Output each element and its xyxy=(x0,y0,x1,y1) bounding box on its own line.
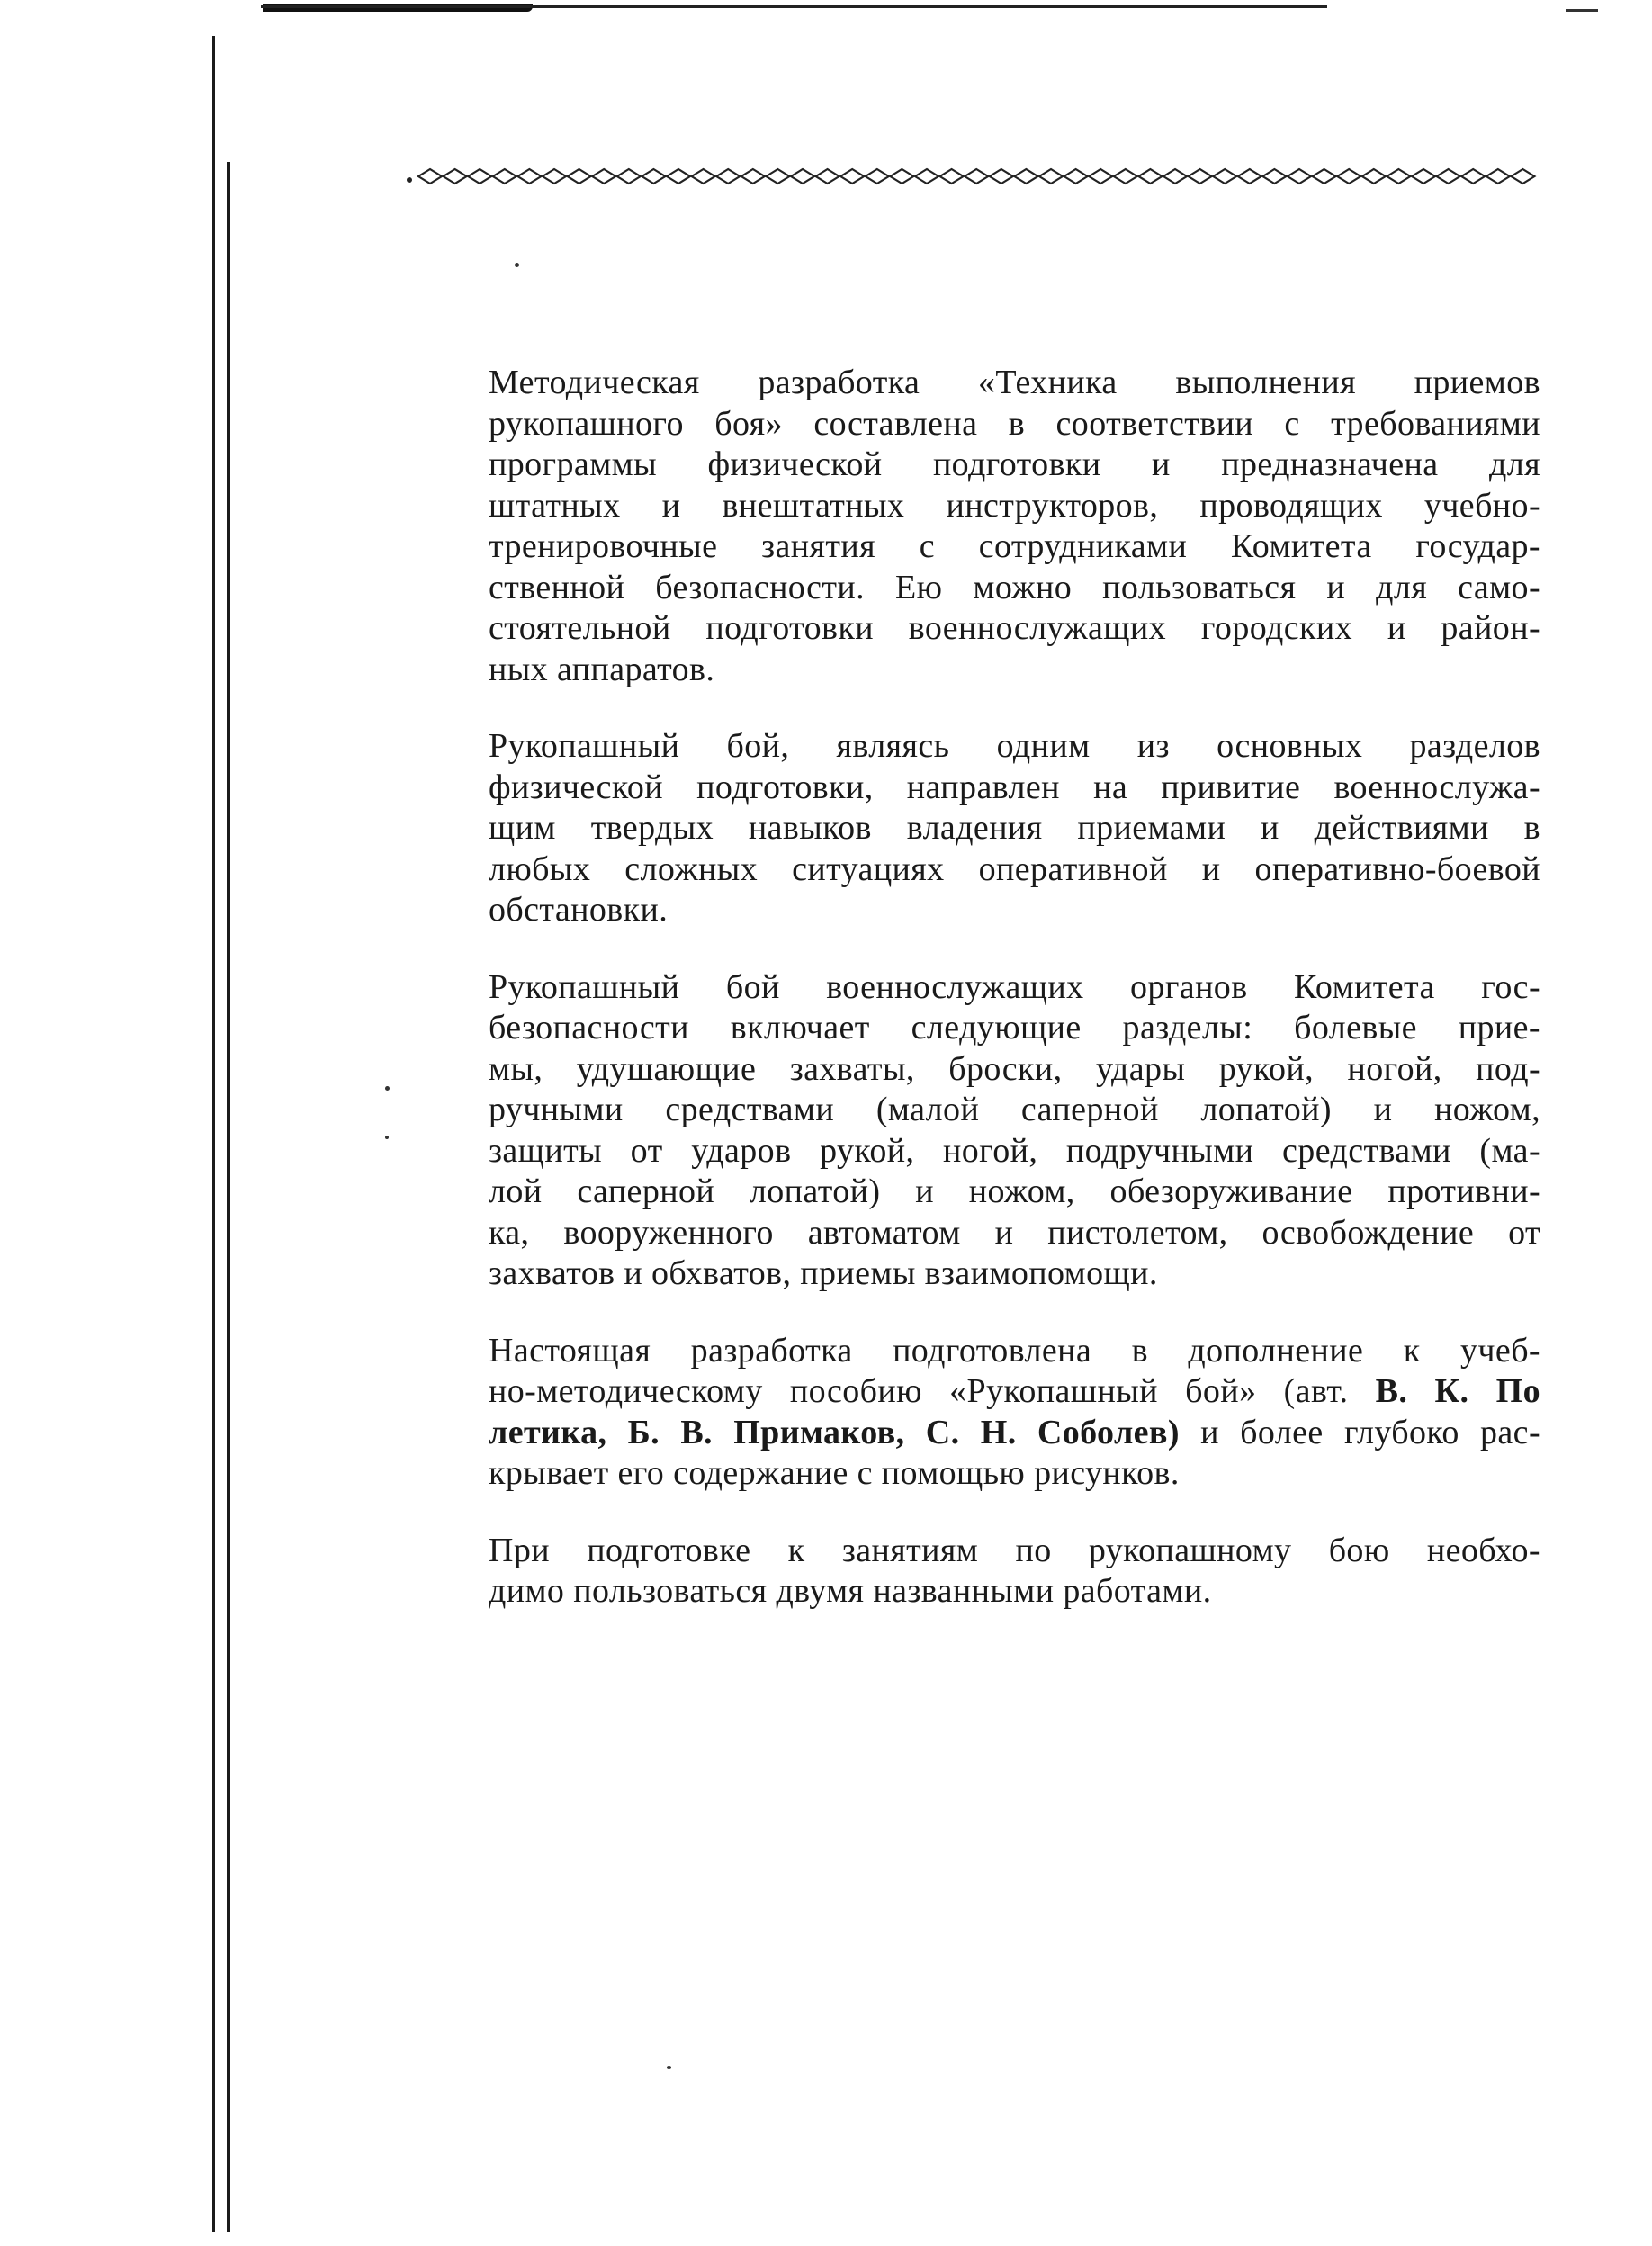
ornament-diamond xyxy=(1461,169,1485,184)
ornament-diamond xyxy=(1138,169,1162,184)
text-line: тренировочные занятия с сотрудниками Комитета государ- xyxy=(489,527,1540,565)
ornament-diamond xyxy=(1511,169,1534,184)
ornament-diamond xyxy=(915,169,938,184)
ornament-diamond xyxy=(1238,169,1261,184)
text-line: программы физической подготовки и предназначена для xyxy=(489,445,1540,483)
ornament-diamond xyxy=(667,169,690,184)
text-line: безопасности включает следующие разделы: болевые прие- xyxy=(489,1009,1540,1047)
ornament-diamond xyxy=(617,169,641,184)
scan-speck xyxy=(515,263,519,267)
ornament-diamond xyxy=(1387,169,1410,184)
scan-speck xyxy=(667,2066,671,2069)
author-names-bold: летика, Б. В. Примаков, С. Н. Соболев) xyxy=(489,1413,1180,1451)
text-line: рукопашного боя» составлена в соответствии с требованиями xyxy=(489,404,1540,443)
ornament-diamond xyxy=(1362,169,1386,184)
ornament-diamond xyxy=(1014,169,1037,184)
text-line: физической подготовки, направлен на привитие военнослужа- xyxy=(489,768,1540,806)
author-names-bold: В. К. По xyxy=(1375,1372,1540,1410)
binding-edge-line xyxy=(212,36,215,2232)
ornament-diamond xyxy=(642,169,665,184)
ornament-diamond xyxy=(1039,169,1063,184)
text-line xyxy=(421,1453,1540,1495)
ornament-diamond xyxy=(692,169,715,184)
ornament-diamond xyxy=(543,169,566,184)
ornament-diamond xyxy=(1288,169,1311,184)
ornament-diamond xyxy=(791,169,814,184)
ornament-diamond xyxy=(866,169,889,184)
text-line: защиты от ударов рукой, ногой, подручными средствами (ма- xyxy=(489,1131,1540,1170)
scan-top-edge-line xyxy=(261,5,1327,8)
paragraph-1 xyxy=(421,363,1540,690)
paragraph-2 xyxy=(421,726,1540,931)
ornament-diamond xyxy=(890,169,913,184)
ornament-diamond xyxy=(1064,169,1088,184)
preface-text xyxy=(421,363,1540,1649)
ornament-diamond xyxy=(418,169,442,184)
ornament-diamond xyxy=(1163,169,1187,184)
ornament-divider xyxy=(401,158,1562,194)
text-line: Методическая разработка «Техника выполнения приемов xyxy=(489,364,1540,401)
ornament-diamond xyxy=(965,169,988,184)
text-line xyxy=(421,1371,1540,1413)
ornament-diamond xyxy=(716,169,740,184)
ornament-diamond xyxy=(1089,169,1112,184)
paragraph-3 xyxy=(421,967,1540,1295)
ornament-diamond xyxy=(517,169,541,184)
text-line: ных аппаратов. xyxy=(489,650,715,688)
ornament-diamond xyxy=(568,169,591,184)
text-line: ручными средствами (малой саперной лопатой) и ножом, xyxy=(489,1091,1540,1128)
text-line: ственной безопасности. Ею можно пользоваться и для само- xyxy=(489,568,1540,606)
text-line: димо пользоваться двумя названными работами. xyxy=(489,1572,1212,1610)
text-line xyxy=(421,1331,1540,1372)
text-line: Рукопашный бой, являясь одним из основных разделов xyxy=(489,727,1540,765)
text-line: При подготовке к занятиям по рукопашному бою необхо- xyxy=(489,1531,1540,1569)
ornament-diamond xyxy=(741,169,765,184)
ornament-diamond xyxy=(1486,169,1510,184)
ornament-diamond-row xyxy=(401,158,1562,194)
text-line: захватов и обхватов, приемы взаимопомощи. xyxy=(489,1254,1158,1292)
ornament-diamond xyxy=(1114,169,1137,184)
text-line: лой саперной лопатой) и ножом, обезоруживание противни- xyxy=(489,1172,1540,1210)
ornament-diamond xyxy=(816,169,839,184)
scan-speck xyxy=(385,1136,389,1139)
text-line: мы, удушающие захваты, броски, удары рукой, ногой, под- xyxy=(489,1049,1540,1088)
scan-top-right-mark xyxy=(1566,9,1598,12)
text-line: ка, вооруженного автоматом и пистолетом, освобождение от xyxy=(489,1213,1540,1252)
text-line: штатных и внештатных инструкторов, проводящих учебно- xyxy=(489,486,1540,525)
binding-edge-line-inner xyxy=(227,162,230,2232)
ornament-diamond xyxy=(1213,169,1236,184)
paragraph-4 xyxy=(421,1331,1540,1495)
text-line: любых сложных ситуациях оперативной и оперативно-боевой xyxy=(489,849,1540,888)
ornament-diamond xyxy=(1189,169,1212,184)
ornament-diamond xyxy=(990,169,1013,184)
text-line xyxy=(421,1413,1540,1454)
ornament-diamond xyxy=(468,169,491,184)
ornament-diamond xyxy=(1437,169,1460,184)
text-line: Рукопашный бой военнослужащих органов Комитета гос- xyxy=(489,967,1540,1006)
scan-speck xyxy=(385,1086,390,1091)
ornament-diamond xyxy=(592,169,615,184)
ornament-diamond xyxy=(444,169,467,184)
text-run: Настоящая разработка подготовлена в дополнение к учеб- xyxy=(489,1331,1540,1370)
text-run: крывает его содержание с помощью рисунков. xyxy=(489,1454,1180,1492)
text-run: но-методическому пособию «Рукопашный бой» (авт. xyxy=(489,1372,1376,1410)
text-run: и более глубоко рас- xyxy=(1179,1413,1540,1451)
ornament-diamond xyxy=(1313,169,1336,184)
ornament-diamond xyxy=(1337,169,1360,184)
ornament-diamond xyxy=(1412,169,1435,184)
ornament-diamond xyxy=(766,169,789,184)
text-line: обстановки. xyxy=(489,891,669,929)
ornament-diamond xyxy=(940,169,964,184)
paragraph-5 xyxy=(421,1531,1540,1613)
text-line: щим твердых навыков владения приемами и действиями в xyxy=(489,809,1540,847)
ornament-diamond xyxy=(1262,169,1286,184)
text-line: стоятельной подготовки военнослужащих городских и район- xyxy=(489,609,1540,647)
ornament-diamond xyxy=(493,169,516,184)
ornament-diamond xyxy=(840,169,864,184)
